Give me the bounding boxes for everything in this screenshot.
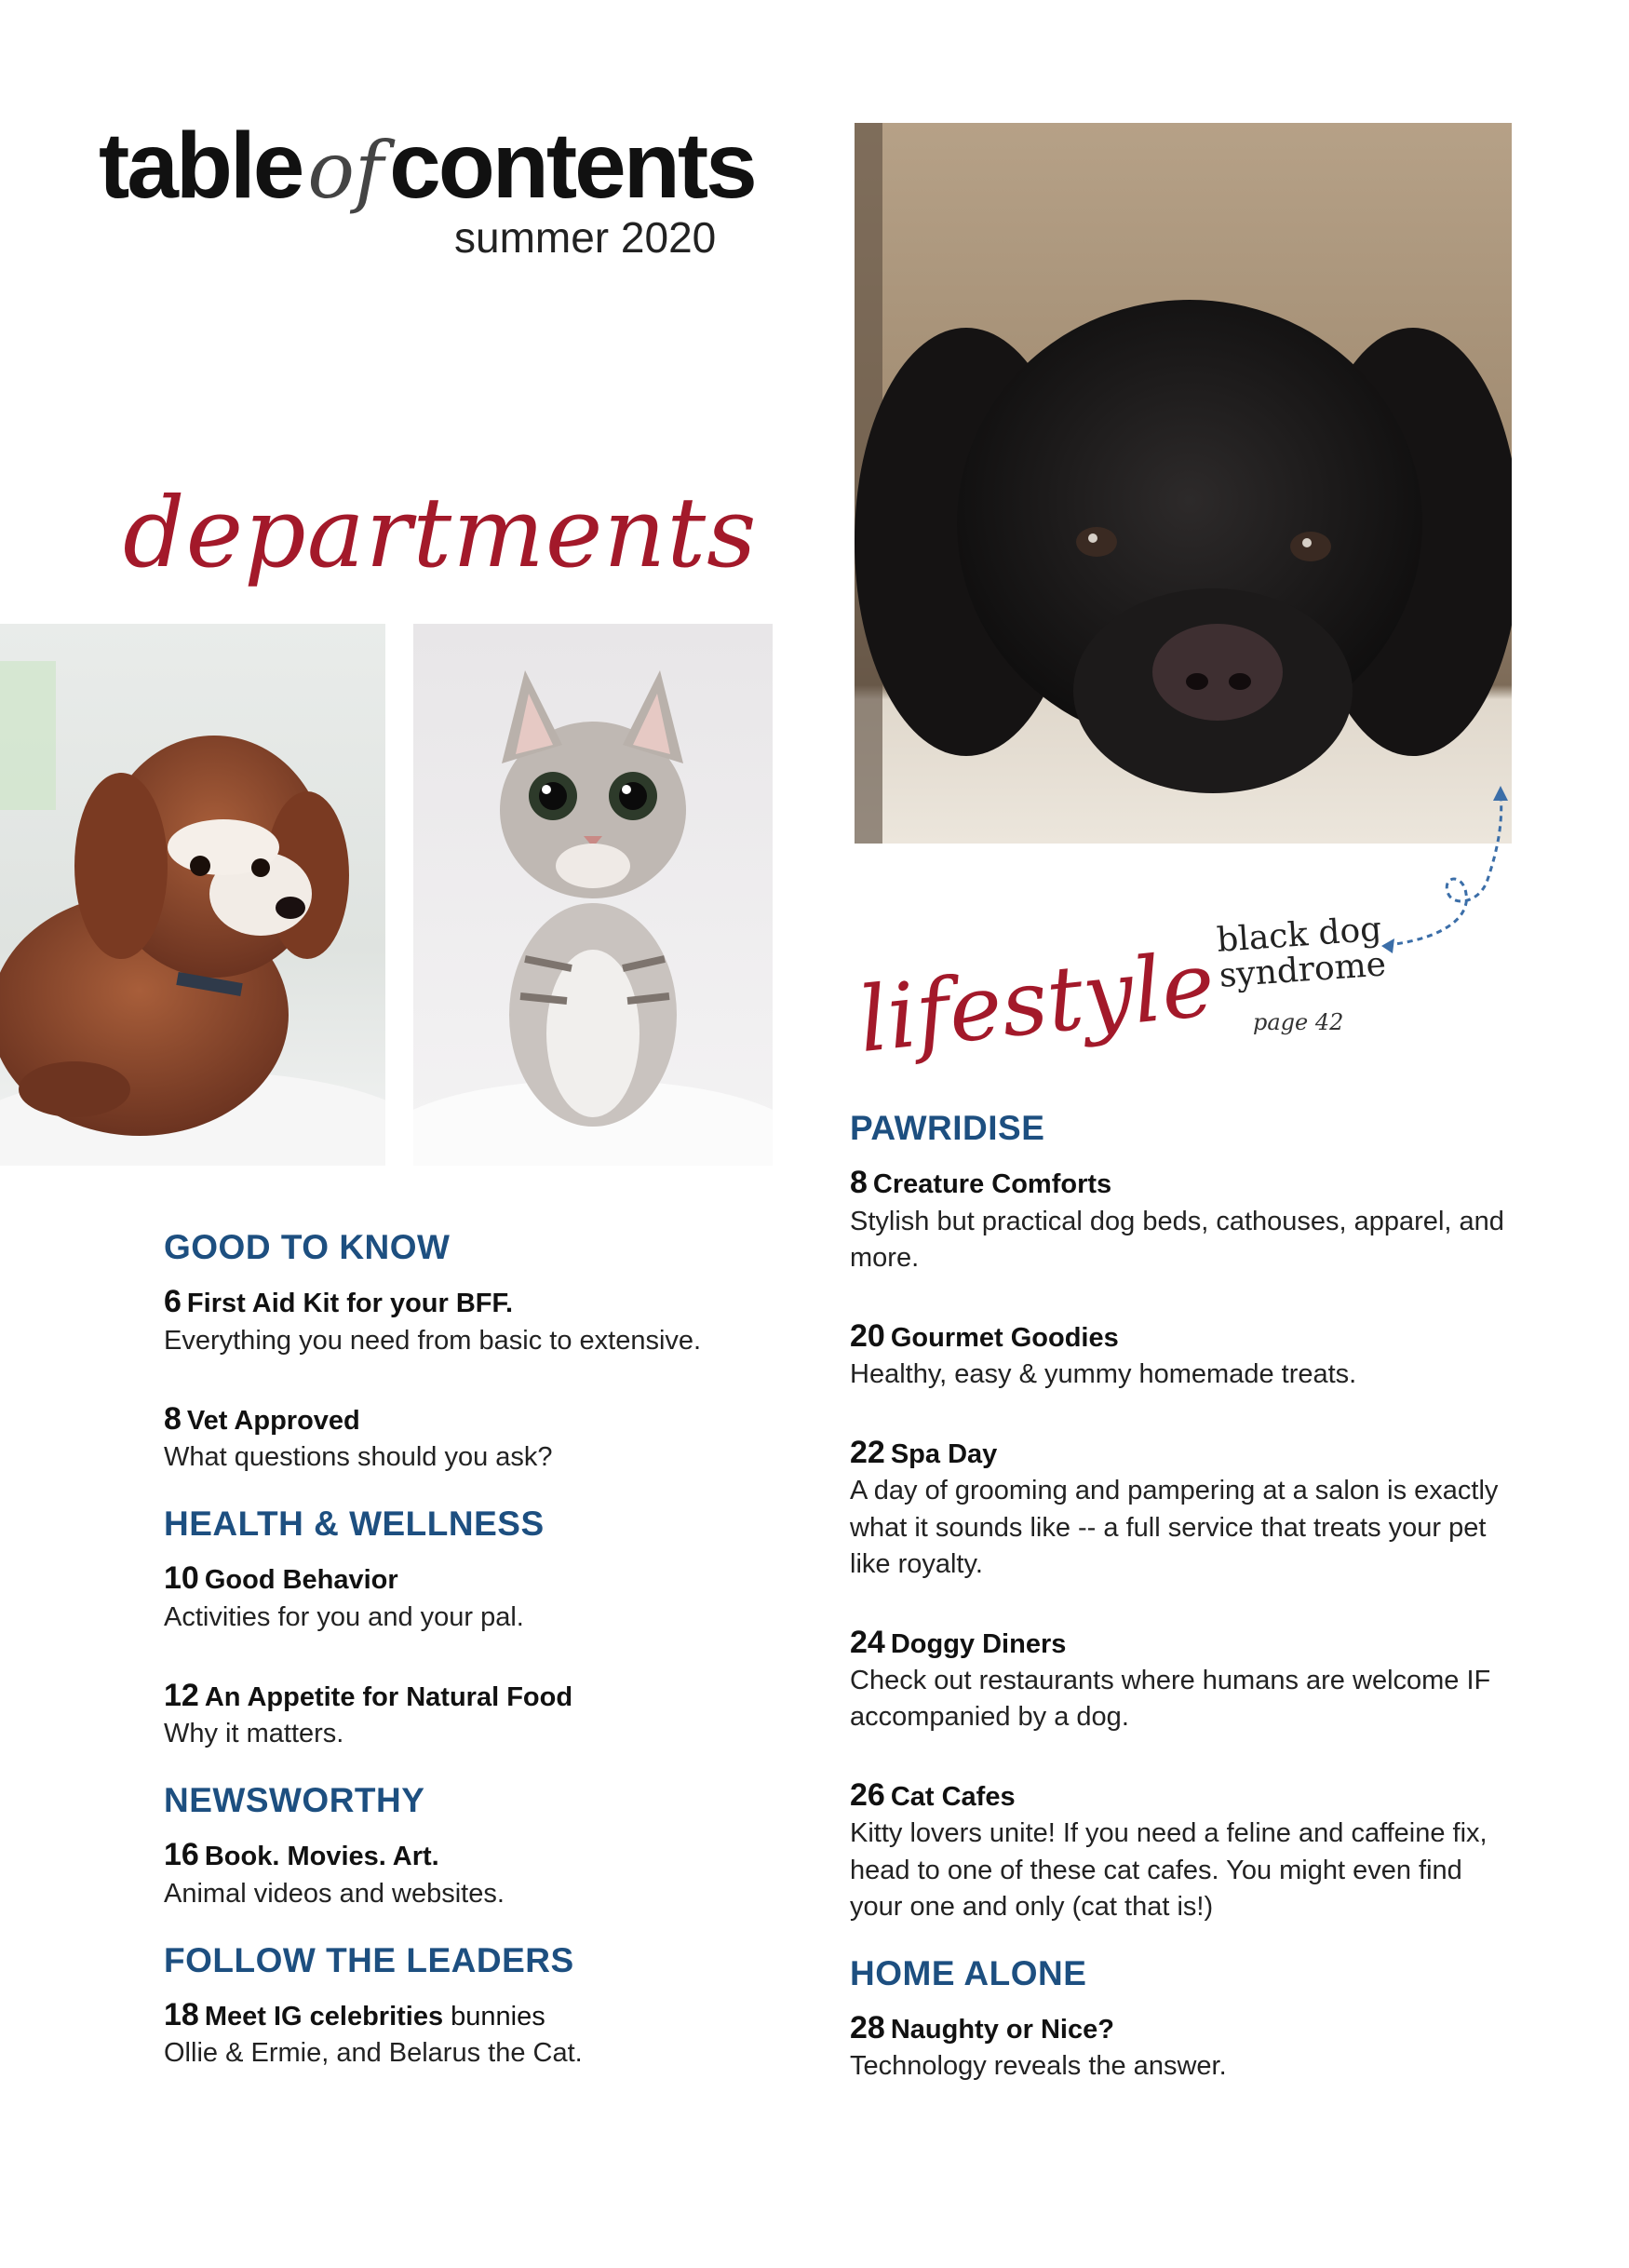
- toc-entry[interactable]: [164, 1994, 815, 2072]
- entry-description: A day of grooming and pampering at a salon is exactly what it sounds like -- a full service that treats your pet like royalty.: [850, 1476, 1499, 1579]
- page-number: 16: [164, 1837, 199, 1873]
- toc-entry[interactable]: [164, 1558, 815, 1635]
- puppy-photo: [0, 624, 385, 1166]
- entry-title: Naughty or Nice?: [890, 2015, 1114, 2045]
- section-home-alone: [850, 1953, 1520, 2086]
- toc-entry[interactable]: [850, 1316, 1520, 1393]
- title-right: contents: [389, 114, 755, 218]
- entry-description: Check out restaurants where humans are welcome IF accompanied by a dog.: [850, 1665, 1491, 1733]
- toc-entry[interactable]: [164, 1834, 815, 1911]
- entry-description: Animal videos and websites.: [164, 1878, 505, 1909]
- departments-list: [164, 1227, 815, 2100]
- toc-entry[interactable]: [850, 1162, 1520, 1276]
- entry-title: Vet Approved: [186, 1405, 360, 1436]
- entry-title: Gourmet Goodies: [890, 1322, 1119, 1353]
- callout-line-2: syndrome: [1218, 945, 1388, 995]
- entry-heading: [164, 1834, 815, 1875]
- page-title: [99, 114, 755, 218]
- toc-entry[interactable]: [850, 1432, 1520, 1583]
- entry-description: Technology reveals the answer.: [850, 2051, 1227, 2082]
- entry-title-suffix: bunnies: [443, 2002, 545, 2032]
- entry-heading: [850, 1316, 1520, 1357]
- entry-title: Book. Movies. Art.: [204, 1842, 439, 1872]
- toc-entry[interactable]: [850, 2007, 1520, 2085]
- entry-description: Activities for you and your pal.: [164, 1601, 524, 1632]
- entry-description: Healthy, easy & yummy homemade treats.: [850, 1359, 1357, 1390]
- section-title: PAWRIDISE: [850, 1109, 1045, 1147]
- entry-heading: [850, 1162, 1520, 1203]
- page-number: 20: [850, 1317, 885, 1354]
- page-number: 24: [850, 1624, 885, 1660]
- page-number: 12: [164, 1677, 199, 1713]
- lifestyle-list: [850, 1108, 1520, 2113]
- entry-title: An Appetite for Natural Food: [204, 1681, 573, 1712]
- page-number: 8: [850, 1165, 868, 1201]
- entry-title: Meet IG celebrities: [204, 2002, 444, 2032]
- page-number: 22: [850, 1435, 885, 1471]
- lifestyle-heading: lifestyle: [854, 931, 1220, 1073]
- entry-title: Creature Comforts: [872, 1169, 1112, 1200]
- toc-entry[interactable]: [164, 1281, 815, 1358]
- entry-description: Kitty lovers unite! If you need a feline and caffeine fix, head to one of these cat cafes. You might even find your one and only (cat that is!): [850, 1818, 1488, 1922]
- entry-heading: [164, 1675, 815, 1716]
- section-title: HOME ALONE: [850, 1953, 1087, 1992]
- entry-heading: [850, 1432, 1520, 1473]
- entry-description: Everything you need from basic to extensive.: [164, 1325, 702, 1356]
- toc-entry[interactable]: [164, 1675, 815, 1752]
- section-pawridise: [850, 1108, 1520, 1925]
- page-number: 6: [164, 1284, 182, 1320]
- entry-heading: [164, 1558, 815, 1599]
- entry-title: Cat Cafes: [890, 1782, 1016, 1813]
- entry-description: Why it matters.: [164, 1718, 344, 1748]
- entry-description: Ollie & Ermie, and Belarus the Cat.: [164, 2038, 583, 2069]
- entry-description: Stylish but practical dog beds, cathouses, apparel, and more.: [850, 1206, 1504, 1273]
- feature-callout: [1216, 911, 1387, 993]
- section-good-to-know: [164, 1227, 815, 1476]
- callout-page-ref: page 42: [1253, 1009, 1344, 1035]
- section-title: GOOD TO KNOW: [164, 1228, 451, 1266]
- title-of: of: [307, 125, 384, 216]
- entry-title: Spa Day: [890, 1439, 998, 1470]
- entry-heading: [164, 1994, 815, 2035]
- departments-heading: departments: [123, 476, 758, 589]
- entry-description: What questions should you ask?: [164, 1441, 553, 1472]
- page-number: 18: [164, 1997, 199, 2033]
- callout-arrow-icon: [1378, 782, 1527, 959]
- issue-subtitle: summer 2020: [454, 213, 717, 262]
- entry-heading: [164, 1398, 815, 1439]
- entry-heading: [164, 1281, 815, 1322]
- section-title: NEWSWORTHY: [164, 1781, 425, 1820]
- entry-title: Good Behavior: [204, 1565, 398, 1596]
- callout-line-1: black dog: [1215, 910, 1383, 960]
- section-health-wellness: [164, 1504, 815, 1752]
- entry-heading: [850, 1622, 1520, 1663]
- title-left: table: [99, 114, 303, 218]
- entry-title: Doggy Diners: [890, 1628, 1067, 1659]
- page-number: 28: [850, 2010, 885, 2046]
- entry-title: First Aid Kit for your BFF.: [186, 1289, 514, 1319]
- toc-entry[interactable]: [850, 1622, 1520, 1735]
- section-follow-the-leaders: [164, 1940, 815, 2072]
- kitten-photo: [413, 624, 773, 1166]
- page-number: 8: [164, 1400, 182, 1437]
- section-title: FOLLOW THE LEADERS: [164, 1940, 574, 1979]
- entry-heading: [850, 2007, 1520, 2048]
- page-number: 26: [850, 1777, 885, 1814]
- black-lab-puppy-photo: [855, 123, 1512, 844]
- entry-heading: [850, 1775, 1520, 1816]
- toc-entry[interactable]: [850, 1775, 1520, 1925]
- toc-entry[interactable]: [164, 1398, 815, 1476]
- page-number: 10: [164, 1560, 199, 1597]
- section-newsworthy: [164, 1780, 815, 1912]
- section-title: HEALTH & WELLNESS: [164, 1505, 545, 1544]
